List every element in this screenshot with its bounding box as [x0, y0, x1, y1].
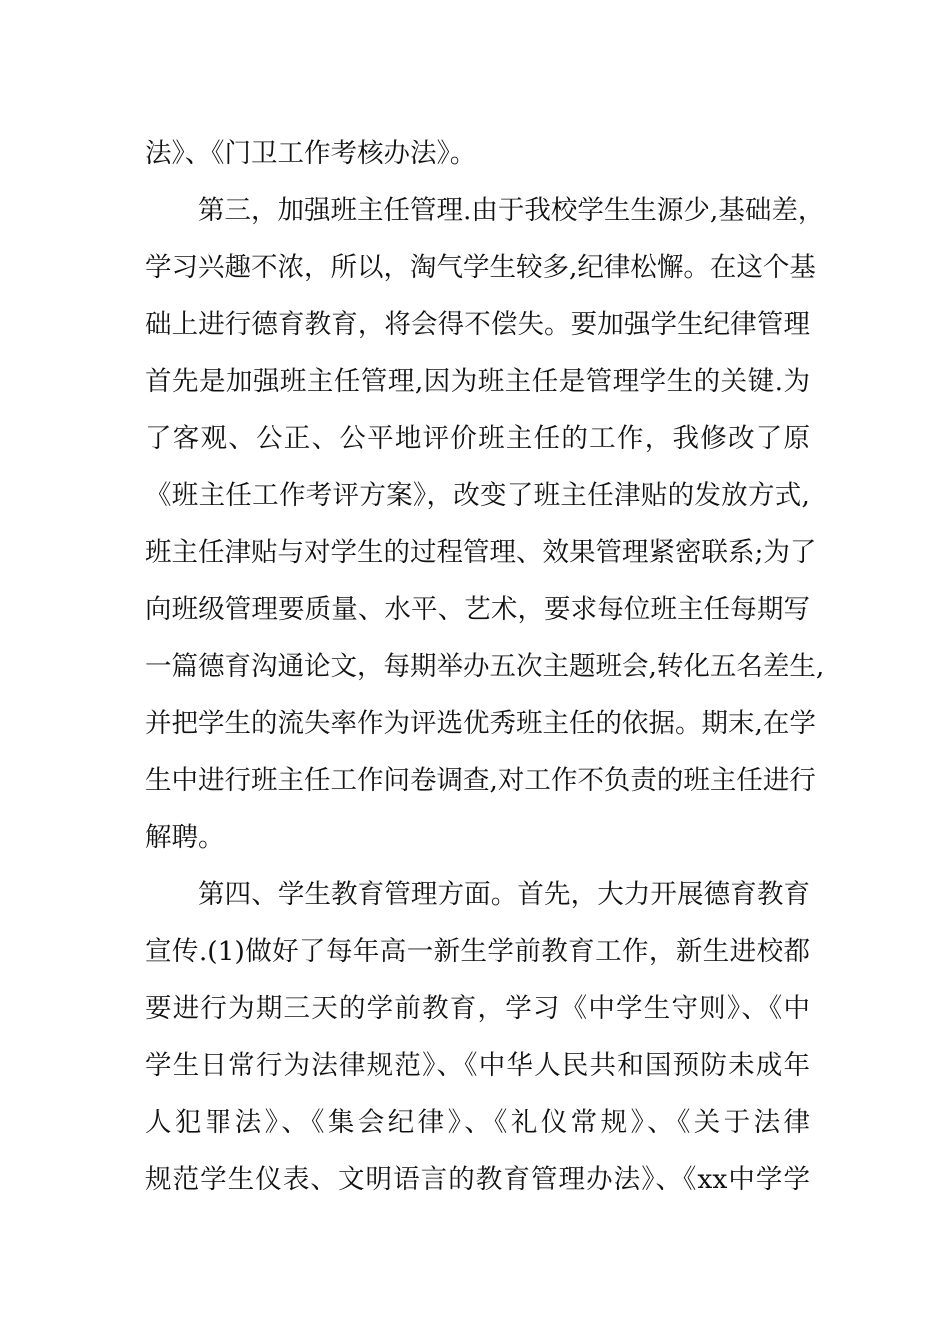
text-line: 了客观、公正、公平地评价班主任的工作，我修改了原: [145, 423, 810, 454]
text-line: 班主任津贴与对学生的过程管理、效果管理紧密联系;为了: [145, 537, 817, 568]
text-line: 生中进行班主任工作问卷调查,对工作不负责的班主任进行: [145, 765, 816, 796]
text-line: 规范学生仪表、文明语言的教育管理办法》、《xx中学学: [145, 1164, 810, 1195]
text-line: 首先是加强班主任管理,因为班主任是管理学生的关键.为: [145, 366, 810, 397]
text-line: 法》、《门卫工作考核办法》。: [145, 138, 477, 169]
text-line: 要进行为期三天的学前教育，学习《中学生守则》、《中: [145, 993, 810, 1024]
text-line: 一篇德育沟通论文，每期举办五次主题班会,转化五名差生,: [145, 651, 825, 682]
text-line: 人犯罪法》、《集会纪律》、《礼仪常规》、《关于法律: [145, 1107, 810, 1138]
text-line: 第三，加强班主任管理.由于我校学生生源少,基础差，: [198, 195, 825, 226]
text-line: 第四、学生教育管理方面。首先，大力开展德育教育: [198, 879, 810, 910]
text-line: 学生日常行为法律规范》、《中华人民共和国预防未成年: [145, 1050, 810, 1081]
text-line: 学习兴趣不浓，所以，淘气学生较多,纪律松懈。在这个基: [145, 252, 816, 283]
text-line: 础上进行德育教育，将会得不偿失。要加强学生纪律管理: [145, 309, 810, 340]
text-line: 《班主任工作考评方案》，改变了班主任津贴的发放方式,: [145, 480, 810, 511]
text-line: 宣传.(1)做好了每年高一新生学前教育工作，新生进校都: [145, 936, 810, 967]
text-line: 解聘。: [145, 822, 225, 853]
text-line: 并把学生的流失率作为评选优秀班主任的依据。期末,在学: [145, 708, 816, 739]
text-line: 向班级管理要质量、水平、艺术，要求每位班主任每期写: [145, 594, 810, 625]
